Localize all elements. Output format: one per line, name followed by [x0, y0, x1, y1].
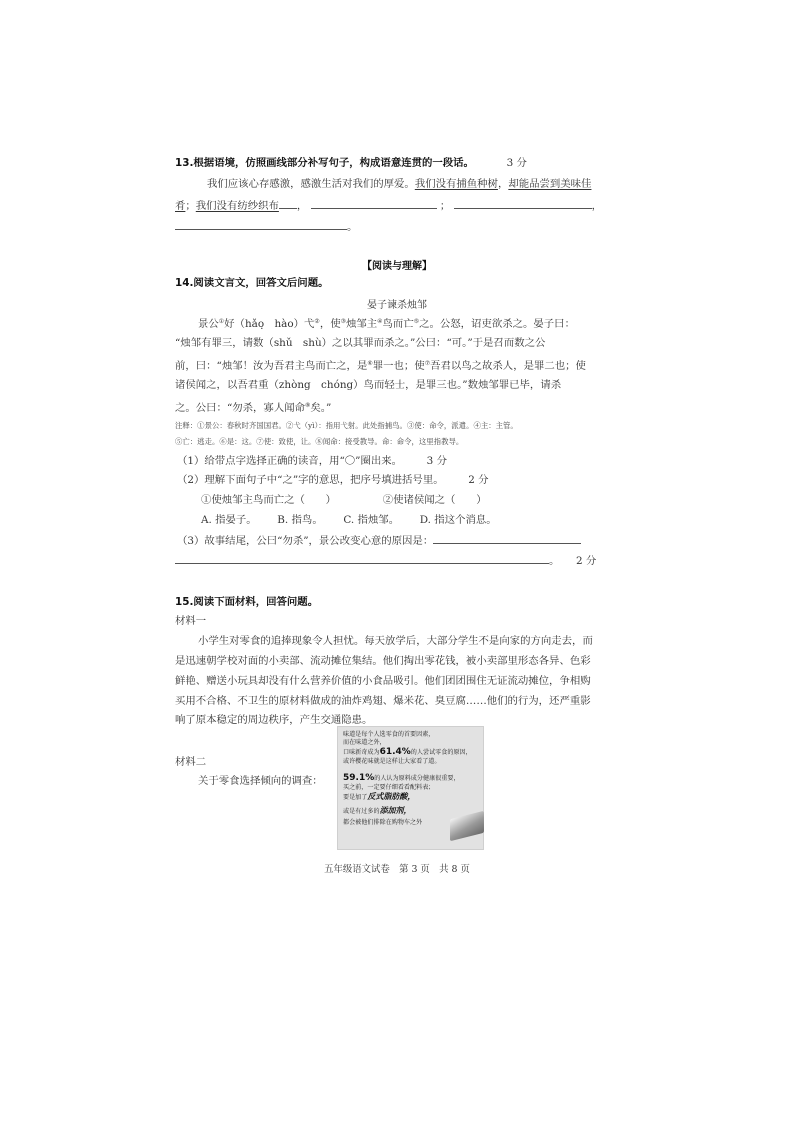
q13-blank-2[interactable]: [454, 198, 592, 209]
q14-sub2-sentence-1[interactable]: ①使烛邹主鸟而亡之（ ）: [201, 494, 337, 506]
survey-text: 买之前，一定要仔细看看配料表；: [343, 784, 435, 791]
q14-passage-line-1: [198, 315, 575, 331]
q13-line2-underlined: 肴: [175, 200, 186, 212]
option-a: A. 指晏子。: [201, 514, 257, 526]
survey-decor-shape: [450, 811, 484, 841]
q14-passage-title: 晏子谏杀烛邹: [367, 300, 427, 311]
survey-text: 都会被他们排除在购物车之外: [343, 819, 423, 826]
survey-stamp-text: 反式脂肪酸，: [367, 792, 416, 801]
q15-material-1-line-1: 小学生对零食的追捧现象令人担忧。每天放学后，大部分学生不是向家的方向走去，而: [198, 635, 593, 647]
q13-line2-sep: ；: [185, 200, 196, 212]
survey-stamp-text: 添加剂，: [379, 806, 412, 815]
section-header: 【阅读与理解】: [362, 261, 432, 272]
survey-text: 或许樱花味就是这样让大家看了道。: [343, 758, 441, 765]
q13-line1-underlined: 我们没有捕鱼种树: [414, 178, 498, 190]
q13-period: 。: [347, 221, 358, 233]
q15-material-1-line-4: 买用不合格、不卫生的原材料做成的油炸鸡翅、爆米花、臭豆腐……他们的行为，还严重影: [175, 695, 591, 707]
q14-sub2-sentence-2[interactable]: ②使诸侯闻之（ ）: [382, 494, 487, 506]
q14-sub3-line-2: [175, 553, 596, 568]
footnote-marker: ①: [218, 318, 225, 325]
passage-text: 之。公怒，诏吏欲杀之。晏子曰：: [419, 318, 575, 330]
survey-line-trans-fat: [343, 793, 415, 802]
survey-text: 而在味道之外，: [343, 739, 386, 746]
q15-title: 15.阅读下面材料，回答问题。: [175, 596, 319, 608]
q13-line1-sep: ，: [497, 178, 509, 190]
passage-text: 烛邹主: [345, 318, 378, 330]
passage-text: 矣。”: [310, 402, 332, 414]
q13-title: 13.根据语境，仿照画线部分补写句子，构成语意连贯的一段话。: [175, 157, 474, 169]
q13-points: 3 分: [506, 157, 527, 169]
survey-text: 的人认为原料成分健康很重要，: [374, 775, 460, 782]
survey-text: 的人尝试零食的原因，: [410, 749, 472, 756]
q13-blank-0[interactable]: [279, 198, 297, 209]
survey-text: 要是加了: [343, 794, 368, 801]
footnote-marker: ⑤: [413, 318, 420, 325]
q14-passage-line-3: [175, 357, 586, 373]
q13-comma-2: ，: [591, 200, 603, 212]
footnote-marker: ⑥: [367, 360, 373, 367]
survey-text: 口味新奇成为: [343, 749, 380, 756]
q13-line3: [175, 219, 357, 234]
footnote-marker: ③: [340, 318, 346, 325]
q14-sub3-points: 2 分: [576, 555, 597, 567]
q13-semicolon: ；: [439, 200, 451, 212]
q13-comma: ，: [296, 200, 308, 212]
q13-line1-underlined-2: 却能品尝到美味佳: [508, 178, 592, 190]
survey-line-percent-2: [343, 774, 460, 783]
q15-material-2-desc: 关于零食选择倾向的调查：: [198, 775, 323, 787]
q13-blank-1[interactable]: [311, 198, 437, 209]
q14-sub1-points: 3 分: [426, 455, 447, 467]
q14-sub1: [177, 454, 447, 468]
q13-line2-underlined-2: 我们没有纺纱织布: [195, 200, 279, 212]
survey-line-percent-1: [343, 748, 472, 757]
q14-passage-line-2: “烛邹有罪三，请数（shǔ shù）之以其罪而杀之。”公曰：“可。”于是召而数之公: [175, 337, 546, 349]
q14-passage-line-5: [175, 399, 331, 415]
q14-notes-line-2: ⑤亡：逃走。⑥是：这。⑦使：致使，让。⑧闻命：接受教导。命：命令，这里指教导。: [175, 437, 464, 446]
option-c: C. 指烛邹。: [343, 514, 400, 526]
option-b: B. 指鸟。: [277, 514, 323, 526]
q14-sub3-blank-1[interactable]: [433, 533, 581, 544]
q13-line1-text: 我们应该心存感激，感激生活对我们的厚爱。: [207, 178, 415, 190]
footnote-marker: ⑦: [424, 360, 431, 367]
q14-sub2: [177, 473, 489, 487]
q15-material-1-line-2: 是迅速朝学校对面的小卖部、流动摊位集结。他们掏出零花钱，被小卖部里形态各异、色彩: [175, 655, 591, 667]
footnote-marker: ④: [377, 318, 383, 325]
footnote-marker: ⑧: [305, 402, 311, 409]
q14-notes-line-1: 注释：①景公：春秋时齐国国君。②弋（yì）：指用弋射。此处指捕鸟。③使：命令，派遣。④主：主管。: [175, 421, 518, 430]
q13-line1: [207, 177, 591, 191]
q14-sub2-sentences: [201, 493, 487, 507]
q14-sub1-text: （1）给带点字选择正确的读音，用“〇”圈出来。: [177, 455, 403, 467]
q14-title: 14.阅读文言文，回答文后问题。: [175, 277, 329, 289]
q15-material-1-label: 材料一: [175, 615, 207, 627]
q15-material-1-line-5: 响了原本稳定的周边秩序，产生交通隐患。: [175, 714, 373, 726]
q14-sub2-points: 2 分: [468, 474, 489, 486]
survey-line-additive: [343, 807, 412, 816]
q14-passage-line-4: 诸侯闻之，以吾君重（zhòng chóng）鸟而轻士，是罪三也。”数烛邹罪已毕，请杀: [175, 379, 562, 391]
passage-text: 景公: [198, 318, 219, 330]
passage-text: 罪一也；使: [372, 360, 425, 372]
passage-text-dotted: 好（hǎo hào）弋 ·: [224, 318, 314, 330]
q13-line2: [175, 198, 602, 213]
q14-sub2-text: （2）理解下面句子中“之”字的意思，把序号填进括号里。: [177, 474, 444, 486]
q14-sub3-blank-2[interactable]: [175, 553, 549, 564]
q14-sub3-end: 。: [549, 555, 560, 567]
q15-material-1-line-3: 鲜艳、赠送小玩具却没有什么营养价值的小食品吸引。他们团团围住无证流动摊位，争相购: [175, 675, 591, 687]
survey-percent: 59.1%: [343, 773, 375, 783]
passage-text: 吾君以鸟之故杀人，是罪二也；使: [430, 360, 586, 372]
survey-text: 味道是每个人选零食的首要因素，: [343, 731, 435, 738]
page-footer: 五年级语文试卷 第 3 页 共 8 页: [324, 864, 470, 875]
passage-text: 前，曰：“烛邹！汝为吾君主鸟而亡之，是: [175, 360, 368, 372]
q15-material-2-label: 材料二: [175, 756, 207, 768]
option-d: D. 指这个消息。: [419, 514, 497, 526]
passage-text: 鸟而亡: [382, 318, 414, 330]
passage-text: ，使: [319, 318, 341, 330]
survey-text: 或是有过多的: [343, 808, 380, 815]
q13-title-row: [175, 156, 527, 170]
footnote-marker: ②: [314, 318, 320, 325]
q14-sub3-text: （3）故事结尾，公曰“勿杀”，景公改变心意的原因是：: [177, 535, 434, 547]
passage-text: 之。公曰：“勿杀，寡人闻命: [175, 402, 305, 414]
survey-image: [337, 726, 484, 850]
q14-sub2-options: [201, 513, 497, 527]
survey-percent: 61.4%: [379, 747, 411, 757]
q13-blank-3[interactable]: [175, 219, 347, 230]
q14-sub3: [177, 533, 581, 548]
